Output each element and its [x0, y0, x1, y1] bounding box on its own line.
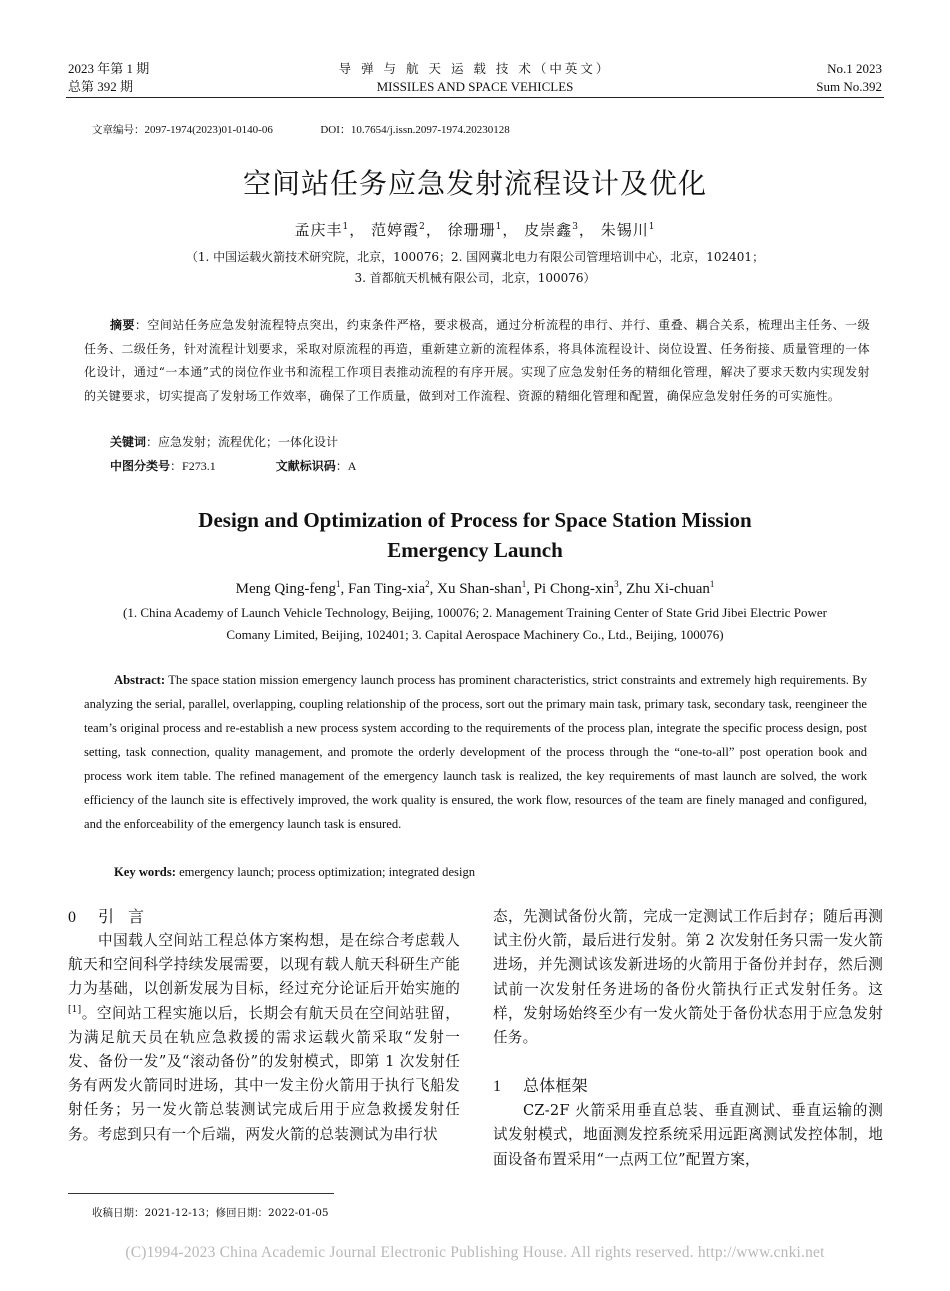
classification-codes	[110, 455, 356, 477]
clc-label: 中图分类号	[110, 459, 171, 473]
author-cn: 范婷霞	[371, 221, 420, 239]
section-title: 总体框架	[523, 1076, 588, 1096]
doc-code-label: 文献标识码	[275, 459, 336, 473]
journal-name-en: MISSILES AND SPACE VEHICLES	[376, 79, 574, 94]
author-cn: 孟庆丰	[294, 221, 343, 239]
author-en: Pi Chong-xin	[533, 581, 615, 597]
author-sep: ，	[578, 221, 595, 239]
section-title: 引言	[98, 907, 159, 926]
author-sep: ,	[618, 581, 627, 597]
intro-paragraph	[68, 929, 460, 1147]
intro-text-b: 。空间站工程实施以后，长期会有航天员在空间站驻留，为满足航天员在轨应急救援的需求运载火箭采取“发射一发、备份一发”及“滚动备份”的发射模式，即第 1 次发射任务有两发火箭同时进场，其中一发主份火箭用于执行飞船发射任务；另一发火箭总装测试完成后用于应急救援发射任务。考虑到只有一个后端，两发火箭的总装测试为串行状	[68, 1004, 460, 1143]
author-aff-mark: 1	[336, 579, 341, 589]
paper-title-en	[100, 505, 850, 565]
author-aff-mark: 1	[648, 222, 656, 232]
paper-title-en-line: Emergency Launch	[387, 538, 563, 562]
header-issue	[68, 60, 149, 96]
authors-en	[0, 578, 950, 600]
doi-value: 10.7654/j.issn.2097-1974.20230128	[350, 124, 510, 136]
abstract-cn-colon: ：	[134, 318, 148, 332]
affiliation-line: 3. 首都航天机械有限公司，北京，100076）	[354, 271, 596, 285]
header-issue-year: 2023 年第 1 期	[68, 61, 150, 76]
abstract-en-text: The space station mission emergency launch process has prominent characteristics, strict constraints and extremely high requirements. By analyzing the serial, parallel, overlapping, coupling relationship of the process, sort out the primary main task, primary task, secondary task, reengineer the team’s original process and re-establish a new process system according to the requirements of the process plan, integrate the specific process design, post setting, task connection, quality management, and promote the orderly development of the process through the “one-to-all” post operation book and process work item table. The refined management of the emergency launch task is realized, the key requirements of mast launch are solved, the work efficiency of the launch site is effectively improved, the work quality is ensured, the work flow, resources of the team are finely managed and configured, and the enforceability of the emergency launch task is ensured.	[84, 673, 867, 831]
section-heading-introduction	[68, 905, 158, 930]
header-issue-en	[816, 60, 882, 96]
header-divider	[66, 97, 884, 98]
section-number: 1	[493, 1078, 502, 1096]
body-column-left	[68, 929, 460, 1147]
doc-code-colon: ：	[335, 459, 348, 473]
author-sep: ，	[425, 221, 442, 239]
abstract-cn	[84, 314, 870, 408]
keywords-cn	[110, 431, 338, 453]
section-number: 0	[68, 909, 76, 926]
intro-text-a: 中国载人空间站工程总体方案构想，是在综合考虑载人航天和空间科学持续发展需要，以现有载人航天科研生产能力为基础，以创新发展为目标，经过充分论证后开始实施的	[68, 932, 460, 998]
article-no-label: 文章编号：	[92, 124, 145, 136]
author-en: Meng Qing-feng	[235, 581, 337, 597]
article-no: 2097-1974(2023)01-0140-06	[144, 124, 273, 136]
header-journal	[250, 60, 700, 96]
section-heading-framework	[493, 1074, 883, 1099]
author-sep: ,	[429, 581, 438, 597]
keywords-en-label: Key words:	[114, 865, 176, 879]
author-cn: 徐珊珊	[447, 221, 496, 239]
author-sep: ，	[502, 221, 519, 239]
affiliation-line: Comany Limited, Beijing, 102401; 3. Capital Aerospace Machinery Co., Ltd., Beijing, 100076)	[226, 627, 724, 642]
framework-paragraph: CZ-2F 火箭采用垂直总装、垂直测试、垂直运输的测试发射模式，地面测发控系统采用远距离测试发控体制，地面设备布置采用“一点两工位”配置方案，	[493, 1102, 883, 1168]
author-aff-mark: 1	[709, 579, 715, 589]
body-column-right	[493, 905, 883, 1172]
keywords-en-text: emergency launch; process optimization; integrated design	[175, 865, 476, 879]
cnki-watermark: (C)1994-2023 China Academic Journal Electronic Publishing House. All rights reserved. http://www.cnki.net	[125, 1244, 825, 1261]
keywords-cn-text: 应急发射；流程优化；一体化设计	[158, 435, 339, 449]
author-cn: 朱锡川	[600, 221, 649, 239]
author-en: Xu Shan-shan	[437, 581, 522, 597]
doi-label: DOI：	[320, 124, 351, 136]
author-cn: 皮崇鑫	[524, 221, 573, 239]
author-aff-mark: 3	[614, 579, 619, 589]
author-en: Zhu Xi-chuan	[626, 581, 710, 597]
abstract-cn-text: 空间站任务应急发射流程特点突出，约束条件严格，要求极高，通过分析流程的串行、并行、重叠、耦合关系，梳理出主任务、一级任务、二级任务，针对流程计划要求，采取对原流程的再造，重新建立新的流程体系，将具体流程设计、岗位设置、任务衔接、质量管理的一体化设计，通过“一本通”式的岗位作业书和流程工作项目表推动流程的有序开展。实现了应急发射任务的精细化管理，解决了要求天数内实现发射的关键要求，切实提高了发射场工作效率，确保了工作质量，做到对工作流程、资源的精细化管理和配置，确保应急发射任务的可实施性。	[84, 318, 870, 403]
author-aff-mark: 1	[495, 222, 503, 232]
header-issue-no: No.1 2023	[827, 61, 882, 76]
clc-colon: ：	[170, 459, 183, 473]
paper-title-cn: 空间站任务应急发射流程设计及优化	[242, 167, 707, 200]
keywords-cn-colon: ：	[146, 435, 159, 449]
author-sep: ,	[526, 581, 534, 597]
affiliation-line: （1. 中国运载火箭技术研究院，北京，100076；2. 国网冀北电力有限公司管理培训中心，北京，102401；	[185, 250, 765, 264]
author-aff-mark: 1	[521, 579, 527, 589]
abstract-en-label: Abstract:	[114, 673, 166, 687]
author-aff-mark: 2	[425, 579, 430, 589]
doc-code: A	[347, 459, 357, 473]
article-meta	[92, 122, 510, 138]
footnote-divider	[68, 1193, 334, 1194]
citation-ref: [1]	[68, 1004, 82, 1015]
header-issue-sum: Sum No.392	[816, 79, 882, 94]
intro-paragraph-continued: 态，先测试备份火箭，完成一定测试工作后封存；随后再测试主份火箭，最后进行发射。第 2 次发射任务只需一发火箭进场，并先测试该发新进场的火箭用于备份并封存，然后测试前一次发射任务进场的备份火箭执行正式发射任务。这样，发射场始终至少有一发火箭处于备份状态用于应急发射任务。	[493, 908, 883, 1047]
paper-title-en-line: Design and Optimization of Process for Space Station Mission	[198, 508, 752, 532]
affiliations-cn	[0, 247, 950, 289]
author-en: Fan Ting-xia	[348, 581, 426, 597]
received-dates: 收稿日期：2021-12-13；修回日期：2022-01-05	[92, 1207, 329, 1219]
author-sep: ,	[340, 581, 349, 597]
clc-code: F273.1	[182, 459, 216, 473]
author-sep: ，	[349, 221, 366, 239]
authors-cn	[0, 219, 950, 241]
affiliations-en	[70, 602, 880, 646]
keywords-en	[114, 861, 475, 883]
journal-name-cn: 导 弹 与 航 天 运 载 技 术（中英文）	[338, 61, 612, 76]
author-aff-mark: 3	[572, 222, 579, 232]
author-aff-mark: 2	[419, 222, 426, 232]
abstract-cn-label: 摘要	[110, 318, 135, 332]
author-aff-mark: 1	[342, 222, 350, 232]
keywords-cn-label: 关键词	[110, 435, 147, 449]
header-issue-total: 总第 392 期	[68, 79, 134, 94]
abstract-en	[84, 668, 867, 836]
affiliation-line: (1. China Academy of Launch Vehicle Technology, Beijing, 100076; 2. Management Training Center of State Grid Jibei Electric Power	[123, 605, 827, 620]
